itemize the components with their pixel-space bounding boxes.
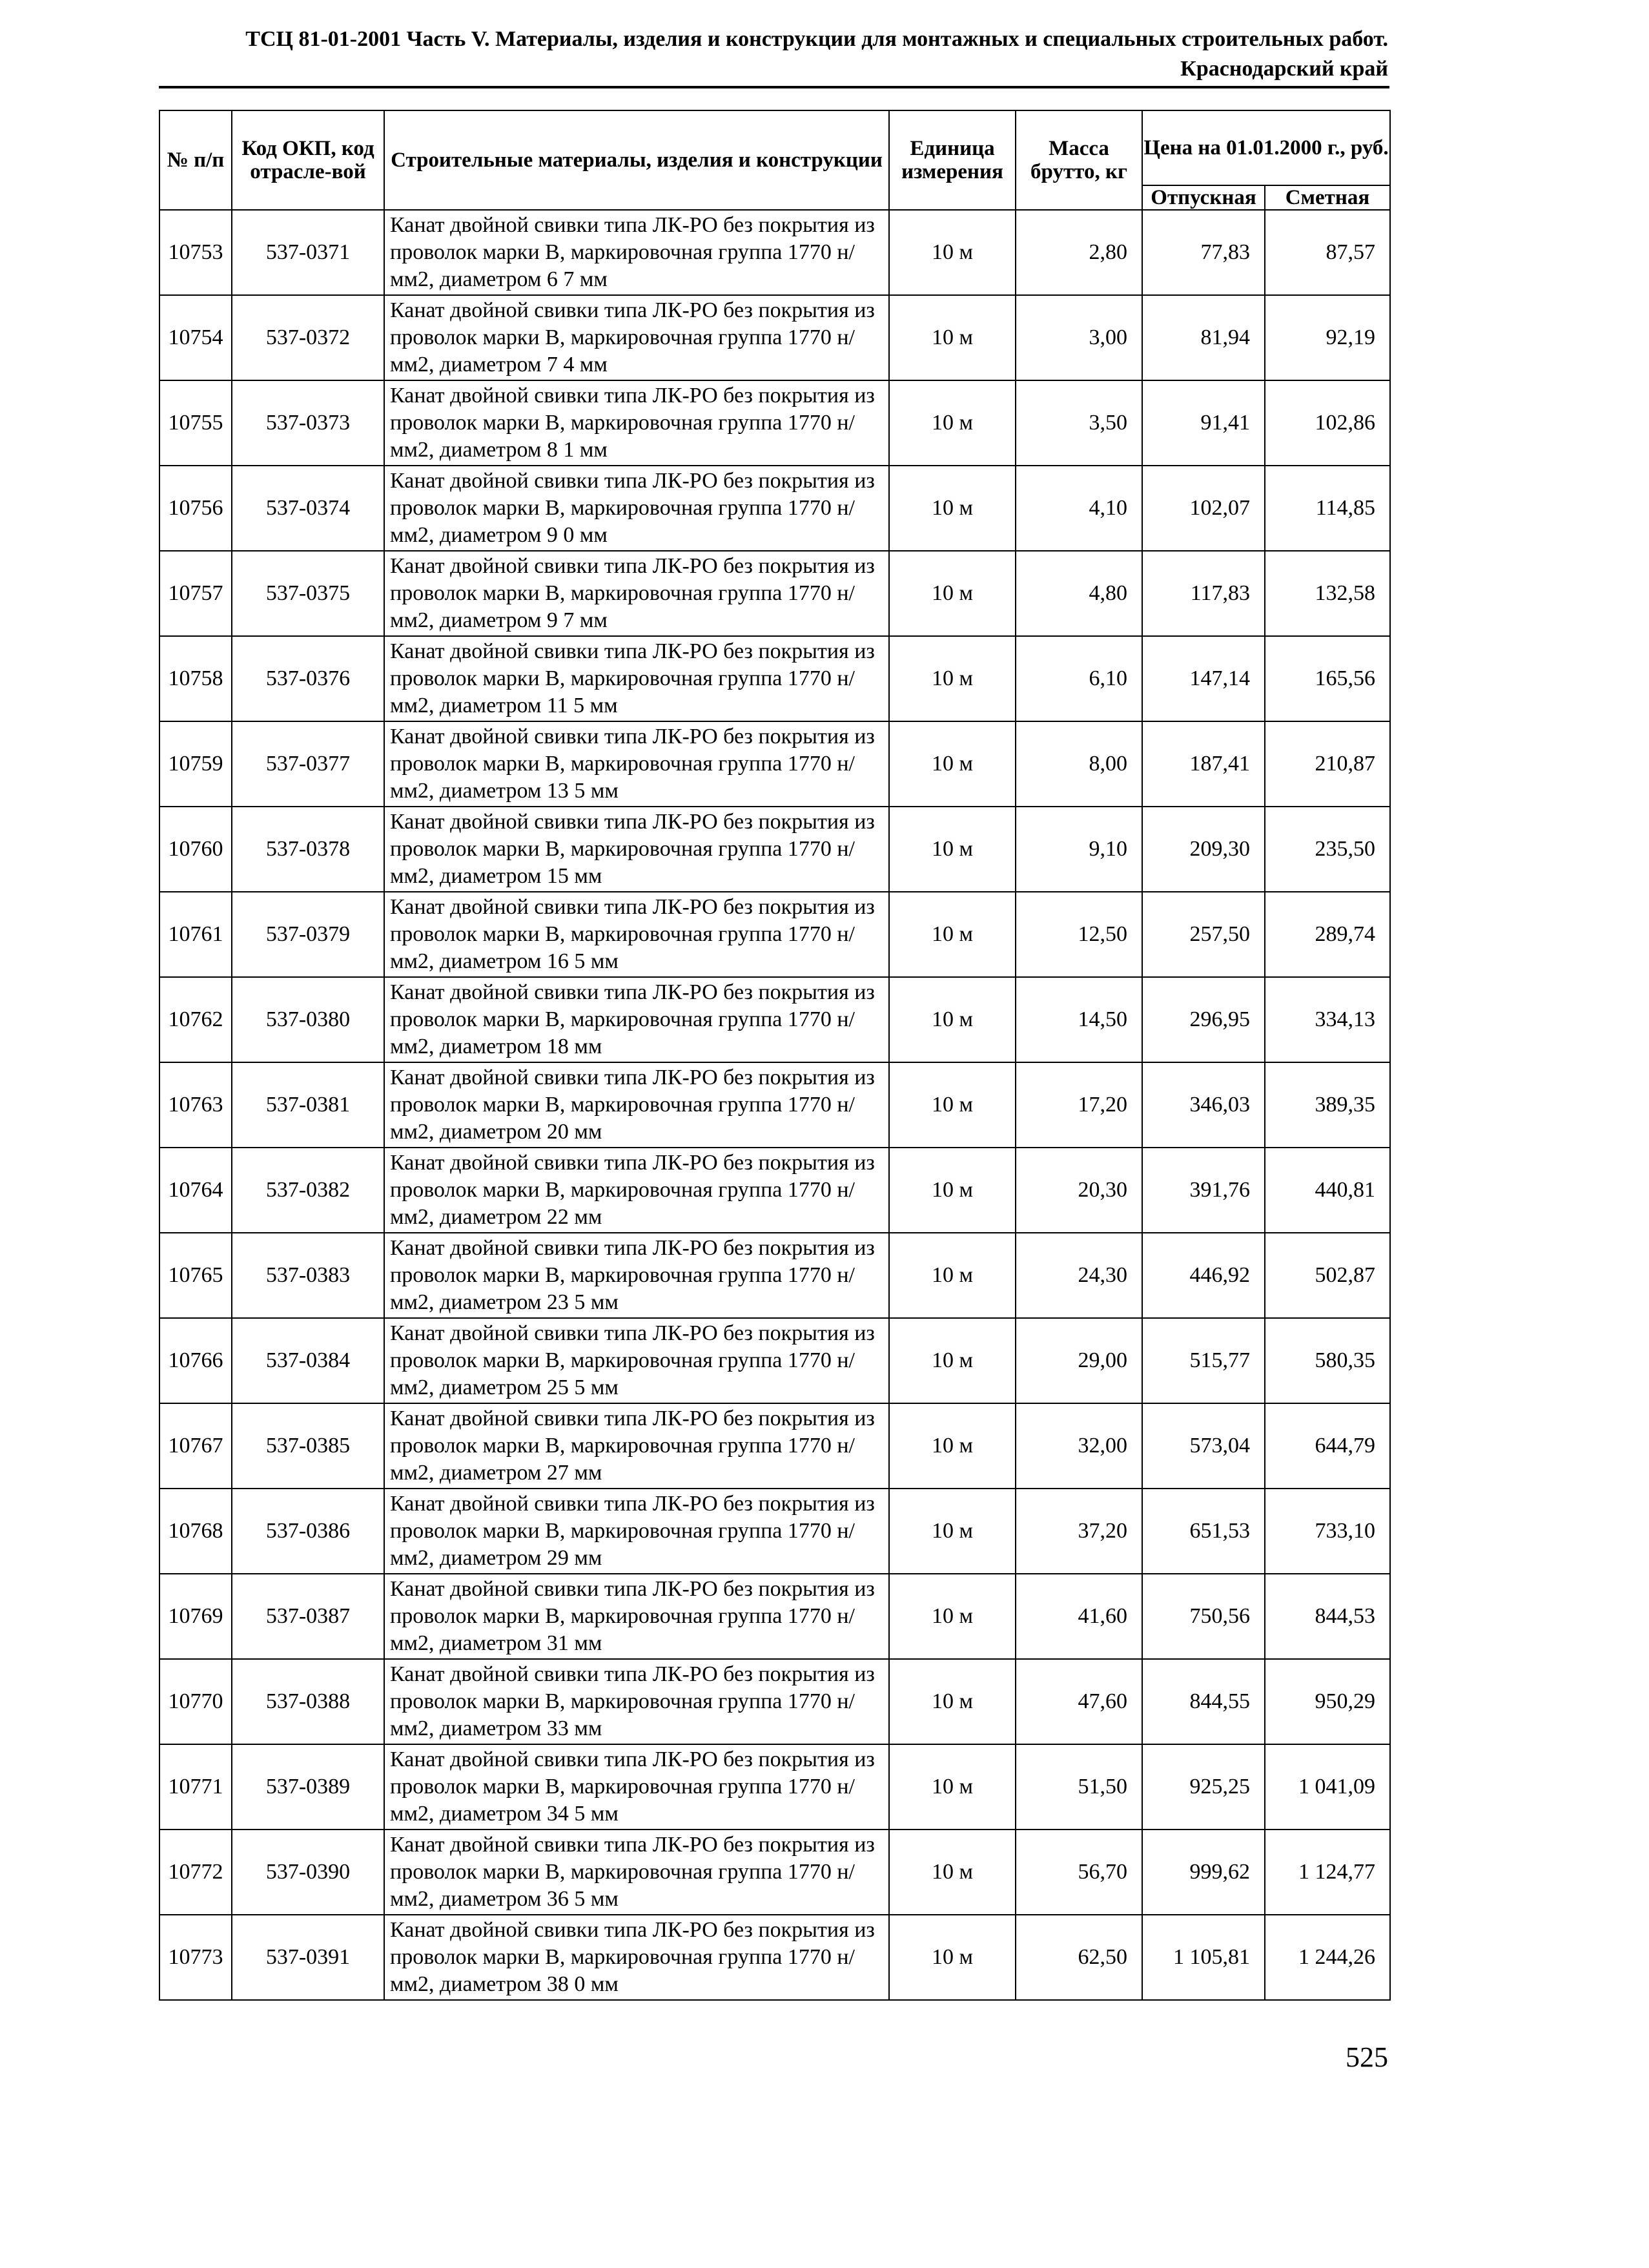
cell-unit: 10 м — [889, 1915, 1016, 2000]
cell-description: Канат двойной свивки типа ЛК-РО без покрытия из проволок марки В, маркировочная группа 1770 н/мм2, диаметром 29 мм — [384, 1489, 889, 1574]
cell-code: 537-0382 — [232, 1148, 384, 1233]
cell-num: 10772 — [159, 1830, 232, 1915]
cell-unit: 10 м — [889, 1233, 1016, 1318]
cell-unit: 10 м — [889, 466, 1016, 551]
cell-code: 537-0380 — [232, 977, 384, 1062]
cell-description: Канат двойной свивки типа ЛК-РО без покрытия из проволок марки В, маркировочная группа 1770 н/мм2, диаметром 33 мм — [384, 1659, 889, 1744]
cell-description: Канат двойной свивки типа ЛК-РО без покрытия из проволок марки В, маркировочная группа 1770 н/мм2, диаметром 31 мм — [384, 1574, 889, 1659]
cell-description: Канат двойной свивки типа ЛК-РО без покрытия из проволок марки В, маркировочная группа 1770 н/мм2, диаметром 25 5 мм — [384, 1318, 889, 1403]
cell-code: 537-0390 — [232, 1830, 384, 1915]
cell-code: 537-0375 — [232, 551, 384, 636]
cell-mass: 56,70 — [1016, 1830, 1142, 1915]
page-header — [161, 25, 1388, 84]
table-row — [159, 551, 1390, 636]
cell-num: 10763 — [159, 1062, 232, 1148]
cell-estimate-price: 1 124,77 — [1265, 1830, 1390, 1915]
col-header-price: Цена на 01.01.2000 г., руб. — [1142, 110, 1390, 185]
cell-num: 10767 — [159, 1403, 232, 1489]
cell-description: Канат двойной свивки типа ЛК-РО без покрытия из проволок марки В, маркировочная группа 1770 н/мм2, диаметром 13 5 мм — [384, 721, 889, 807]
cell-mass: 9,10 — [1016, 807, 1142, 892]
cell-description: Канат двойной свивки типа ЛК-РО без покрытия из проволок марки В, маркировочная группа 1770 н/мм2, диаметром 16 5 мм — [384, 892, 889, 977]
cell-release-price: 209,30 — [1142, 807, 1265, 892]
cell-unit: 10 м — [889, 210, 1016, 295]
cell-code: 537-0386 — [232, 1489, 384, 1574]
cell-release-price: 999,62 — [1142, 1830, 1265, 1915]
cell-estimate-price: 950,29 — [1265, 1659, 1390, 1744]
cell-estimate-price: 334,13 — [1265, 977, 1390, 1062]
cell-release-price: 102,07 — [1142, 466, 1265, 551]
table-row — [159, 977, 1390, 1062]
cell-code: 537-0389 — [232, 1744, 384, 1830]
table-row — [159, 1489, 1390, 1574]
cell-release-price: 573,04 — [1142, 1403, 1265, 1489]
cell-num: 10761 — [159, 892, 232, 977]
cell-mass: 29,00 — [1016, 1318, 1142, 1403]
cell-description: Канат двойной свивки типа ЛК-РО без покрытия из проволок марки В, маркировочная группа 1770 н/мм2, диаметром 6 7 мм — [384, 210, 889, 295]
cell-num: 10771 — [159, 1744, 232, 1830]
cell-description: Канат двойной свивки типа ЛК-РО без покрытия из проволок марки В, маркировочная группа 1770 н/мм2, диаметром 34 5 мм — [384, 1744, 889, 1830]
cell-release-price: 844,55 — [1142, 1659, 1265, 1744]
table-row — [159, 1830, 1390, 1915]
cell-release-price: 391,76 — [1142, 1148, 1265, 1233]
cell-num: 10770 — [159, 1659, 232, 1744]
cell-unit: 10 м — [889, 1062, 1016, 1148]
cell-num: 10753 — [159, 210, 232, 295]
cell-description: Канат двойной свивки типа ЛК-РО без покрытия из проволок марки В, маркировочная группа 1770 н/мм2, диаметром 27 мм — [384, 1403, 889, 1489]
cell-mass: 37,20 — [1016, 1489, 1142, 1574]
cell-unit: 10 м — [889, 636, 1016, 721]
table-row — [159, 210, 1390, 295]
table-row — [159, 466, 1390, 551]
table-row — [159, 892, 1390, 977]
cell-estimate-price: 235,50 — [1265, 807, 1390, 892]
cell-description: Канат двойной свивки типа ЛК-РО без покрытия из проволок марки В, маркировочная группа 1770 н/мм2, диаметром 38 0 мм — [384, 1915, 889, 2000]
cell-mass: 2,80 — [1016, 210, 1142, 295]
cell-mass: 41,60 — [1016, 1574, 1142, 1659]
cell-estimate-price: 102,86 — [1265, 380, 1390, 466]
cell-release-price: 77,83 — [1142, 210, 1265, 295]
cell-unit: 10 м — [889, 1148, 1016, 1233]
col-header-materials: Строительные материалы, изделия и конструкции — [384, 110, 889, 210]
cell-num: 10765 — [159, 1233, 232, 1318]
cell-estimate-price: 1 041,09 — [1265, 1744, 1390, 1830]
cell-release-price: 925,25 — [1142, 1744, 1265, 1830]
cell-num: 10755 — [159, 380, 232, 466]
header-rule — [159, 86, 1389, 88]
cell-description: Канат двойной свивки типа ЛК-РО без покрытия из проволок марки В, маркировочная группа 1770 н/мм2, диаметром 23 5 мм — [384, 1233, 889, 1318]
cell-estimate-price: 289,74 — [1265, 892, 1390, 977]
cell-mass: 6,10 — [1016, 636, 1142, 721]
cell-description: Канат двойной свивки типа ЛК-РО без покрытия из проволок марки В, маркировочная группа 1770 н/мм2, диаметром 20 мм — [384, 1062, 889, 1148]
cell-mass: 12,50 — [1016, 892, 1142, 977]
cell-code: 537-0376 — [232, 636, 384, 721]
cell-mass: 14,50 — [1016, 977, 1142, 1062]
cell-description: Канат двойной свивки типа ЛК-РО без покрытия из проволок марки В, маркировочная группа 1770 н/мм2, диаметром 8 1 мм — [384, 380, 889, 466]
cell-mass: 20,30 — [1016, 1148, 1142, 1233]
cell-num: 10759 — [159, 721, 232, 807]
cell-estimate-price: 114,85 — [1265, 466, 1390, 551]
col-header-estimate-price: Сметная — [1265, 185, 1390, 210]
page-number: 525 — [1346, 2041, 1388, 2073]
cell-unit: 10 м — [889, 1318, 1016, 1403]
cell-description: Канат двойной свивки типа ЛК-РО без покрытия из проволок марки В, маркировочная группа 1770 н/мм2, диаметром 11 5 мм — [384, 636, 889, 721]
region-name: Краснодарский край — [1180, 57, 1388, 81]
cell-code: 537-0388 — [232, 1659, 384, 1744]
table-row — [159, 721, 1390, 807]
cell-num: 10758 — [159, 636, 232, 721]
document-title: ТСЦ 81-01-2001 Часть V. Материалы, изделия и конструкции для монтажных и специальных строительных работ. — [245, 27, 1388, 51]
table-row — [159, 636, 1390, 721]
cell-code: 537-0381 — [232, 1062, 384, 1148]
cell-mass: 32,00 — [1016, 1403, 1142, 1489]
cell-estimate-price: 580,35 — [1265, 1318, 1390, 1403]
cell-estimate-price: 440,81 — [1265, 1148, 1390, 1233]
cell-code: 537-0391 — [232, 1915, 384, 2000]
cell-code: 537-0379 — [232, 892, 384, 977]
table-row — [159, 1148, 1390, 1233]
cell-release-price: 296,95 — [1142, 977, 1265, 1062]
cell-mass: 3,50 — [1016, 380, 1142, 466]
cell-release-price: 651,53 — [1142, 1489, 1265, 1574]
cell-mass: 8,00 — [1016, 721, 1142, 807]
cell-unit: 10 м — [889, 1744, 1016, 1830]
table-row — [159, 807, 1390, 892]
col-header-release-price: Отпускная — [1142, 185, 1265, 210]
cell-release-price: 81,94 — [1142, 295, 1265, 380]
table-row — [159, 1318, 1390, 1403]
cell-mass: 24,30 — [1016, 1233, 1142, 1318]
cell-estimate-price: 165,56 — [1265, 636, 1390, 721]
cell-unit: 10 м — [889, 807, 1016, 892]
cell-num: 10764 — [159, 1148, 232, 1233]
cell-estimate-price: 87,57 — [1265, 210, 1390, 295]
cell-code: 537-0373 — [232, 380, 384, 466]
table-row — [159, 1915, 1390, 2000]
cell-description: Канат двойной свивки типа ЛК-РО без покрытия из проволок марки В, маркировочная группа 1770 н/мм2, диаметром 22 мм — [384, 1148, 889, 1233]
table-row — [159, 380, 1390, 466]
cell-mass: 4,10 — [1016, 466, 1142, 551]
cell-mass: 3,00 — [1016, 295, 1142, 380]
cell-num: 10773 — [159, 1915, 232, 2000]
cell-unit: 10 м — [889, 1574, 1016, 1659]
table-row — [159, 295, 1390, 380]
cell-num: 10757 — [159, 551, 232, 636]
cell-release-price: 446,92 — [1142, 1233, 1265, 1318]
cell-description: Канат двойной свивки типа ЛК-РО без покрытия из проволок марки В, маркировочная группа 1770 н/мм2, диаметром 36 5 мм — [384, 1830, 889, 1915]
cell-estimate-price: 132,58 — [1265, 551, 1390, 636]
cell-unit: 10 м — [889, 977, 1016, 1062]
cell-num: 10756 — [159, 466, 232, 551]
cell-code: 537-0383 — [232, 1233, 384, 1318]
cell-mass: 17,20 — [1016, 1062, 1142, 1148]
cell-unit: 10 м — [889, 721, 1016, 807]
cell-code: 537-0377 — [232, 721, 384, 807]
cell-description: Канат двойной свивки типа ЛК-РО без покрытия из проволок марки В, маркировочная группа 1770 н/мм2, диаметром 9 0 мм — [384, 466, 889, 551]
cell-num: 10762 — [159, 977, 232, 1062]
cell-unit: 10 м — [889, 295, 1016, 380]
cell-description: Канат двойной свивки типа ЛК-РО без покрытия из проволок марки В, маркировочная группа 1770 н/мм2, диаметром 9 7 мм — [384, 551, 889, 636]
cell-release-price: 117,83 — [1142, 551, 1265, 636]
cell-unit: 10 м — [889, 1489, 1016, 1574]
cell-unit: 10 м — [889, 1830, 1016, 1915]
cell-estimate-price: 210,87 — [1265, 721, 1390, 807]
col-header-code: Код ОКП, код отрасле-вой — [232, 110, 384, 210]
col-header-unit: Единица измерения — [889, 110, 1016, 210]
cell-release-price: 147,14 — [1142, 636, 1265, 721]
cell-num: 10754 — [159, 295, 232, 380]
cell-estimate-price: 644,79 — [1265, 1403, 1390, 1489]
cell-unit: 10 м — [889, 551, 1016, 636]
cell-estimate-price: 1 244,26 — [1265, 1915, 1390, 2000]
table-body — [159, 210, 1390, 2000]
cell-estimate-price: 844,53 — [1265, 1574, 1390, 1659]
cell-estimate-price: 389,35 — [1265, 1062, 1390, 1148]
col-header-num: № п/п — [159, 110, 232, 210]
cell-code: 537-0385 — [232, 1403, 384, 1489]
cell-release-price: 346,03 — [1142, 1062, 1265, 1148]
cell-code: 537-0378 — [232, 807, 384, 892]
cell-mass: 62,50 — [1016, 1915, 1142, 2000]
table-row — [159, 1233, 1390, 1318]
cell-num: 10769 — [159, 1574, 232, 1659]
cell-num: 10766 — [159, 1318, 232, 1403]
cell-code: 537-0372 — [232, 295, 384, 380]
table-row — [159, 1574, 1390, 1659]
price-table — [159, 110, 1391, 2001]
cell-mass: 51,50 — [1016, 1744, 1142, 1830]
cell-num: 10760 — [159, 807, 232, 892]
table-row — [159, 1659, 1390, 1744]
cell-code: 537-0374 — [232, 466, 384, 551]
cell-num: 10768 — [159, 1489, 232, 1574]
cell-release-price: 515,77 — [1142, 1318, 1265, 1403]
cell-unit: 10 м — [889, 1403, 1016, 1489]
cell-estimate-price: 733,10 — [1265, 1489, 1390, 1574]
table-row — [159, 1062, 1390, 1148]
cell-release-price: 750,56 — [1142, 1574, 1265, 1659]
col-header-mass: Масса брутто, кг — [1016, 110, 1142, 210]
cell-description: Канат двойной свивки типа ЛК-РО без покрытия из проволок марки В, маркировочная группа 1770 н/мм2, диаметром 15 мм — [384, 807, 889, 892]
cell-release-price: 1 105,81 — [1142, 1915, 1265, 2000]
cell-description: Канат двойной свивки типа ЛК-РО без покрытия из проволок марки В, маркировочная группа 1770 н/мм2, диаметром 18 мм — [384, 977, 889, 1062]
cell-estimate-price: 92,19 — [1265, 295, 1390, 380]
cell-mass: 4,80 — [1016, 551, 1142, 636]
cell-unit: 10 м — [889, 1659, 1016, 1744]
table-row — [159, 1744, 1390, 1830]
cell-unit: 10 м — [889, 380, 1016, 466]
cell-release-price: 257,50 — [1142, 892, 1265, 977]
cell-unit: 10 м — [889, 892, 1016, 977]
cell-code: 537-0371 — [232, 210, 384, 295]
cell-estimate-price: 502,87 — [1265, 1233, 1390, 1318]
cell-release-price: 187,41 — [1142, 721, 1265, 807]
cell-release-price: 91,41 — [1142, 380, 1265, 466]
table-row — [159, 1403, 1390, 1489]
cell-mass: 47,60 — [1016, 1659, 1142, 1744]
cell-code: 537-0384 — [232, 1318, 384, 1403]
cell-description: Канат двойной свивки типа ЛК-РО без покрытия из проволок марки В, маркировочная группа 1770 н/мм2, диаметром 7 4 мм — [384, 295, 889, 380]
cell-code: 537-0387 — [232, 1574, 384, 1659]
